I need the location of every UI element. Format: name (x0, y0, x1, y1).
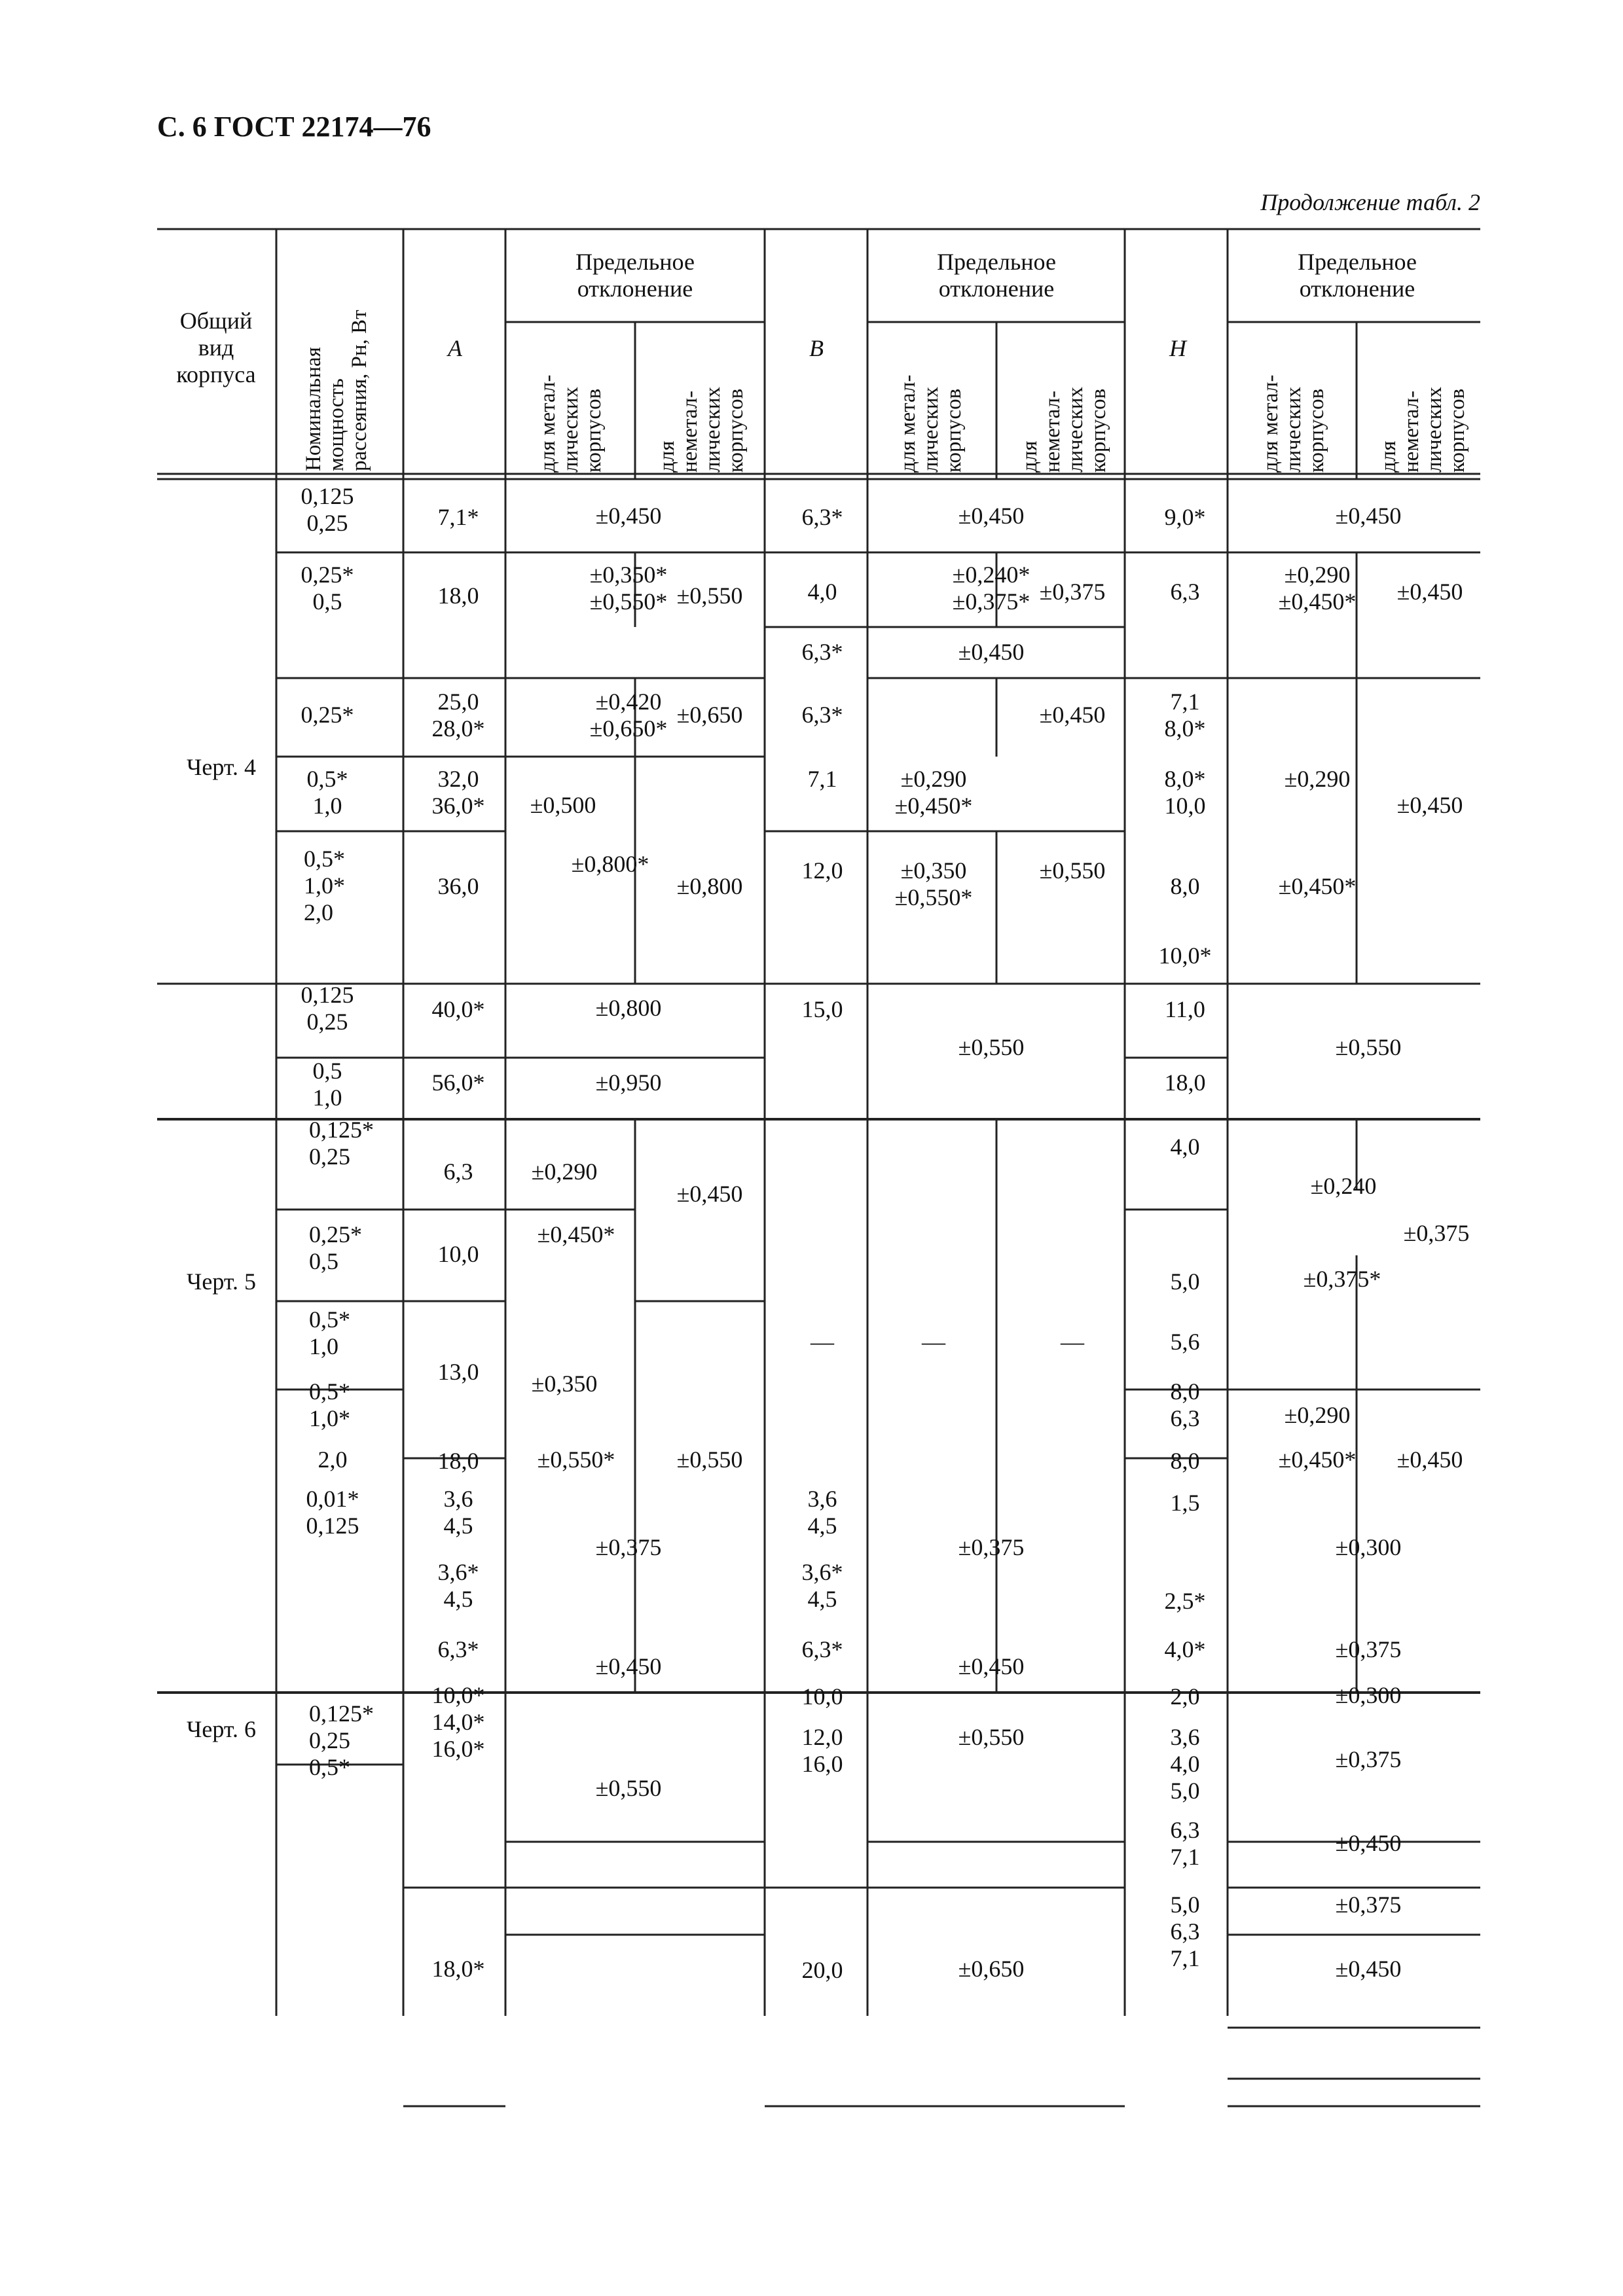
table-cell: ±0,290 (1284, 766, 1351, 792)
table-cell: — (811, 1329, 834, 1355)
table-cell: 0,5* 1,0* (309, 1378, 350, 1431)
table-cell: ±0,450 (1335, 1830, 1402, 1856)
table-cell: 32,0 36,0* (431, 766, 485, 819)
table-cell: ±0,375 (1335, 1746, 1402, 1772)
table-cell: ±0,450 (676, 1181, 743, 1207)
table-cell: ±0,800 (595, 995, 662, 1021)
table-cell: 0,125 0,25 (301, 483, 354, 536)
table-cell: 8,0 6,3 (1170, 1378, 1200, 1431)
table-cell: ±0,800 (676, 873, 743, 899)
table-cell: ±0,350* ±0,550* (589, 562, 668, 615)
table-cell: ±0,800* (571, 851, 649, 877)
table-cell: 0,5* 1,0 (309, 1306, 350, 1359)
group-label: Черт. 5 (187, 1268, 256, 1295)
table-cell: ±0,300 (1335, 1682, 1402, 1708)
table-cell: 6,3* (801, 1636, 843, 1662)
table-cell: 13,0 (437, 1359, 479, 1385)
table-cell: ±0,550* (537, 1446, 615, 1473)
table-header-metal-b: для метал- лических корпусов (896, 374, 966, 473)
table-cell: 4,0 (1170, 1134, 1200, 1160)
table-cell: ±0,240 (1310, 1173, 1377, 1199)
table-cell: 20,0 (801, 1957, 843, 1983)
table-cell: — (922, 1329, 945, 1355)
table-header-nonmetal-a: для неметал- лических корпусов (655, 386, 748, 473)
table-cell: 5,6 (1170, 1329, 1200, 1355)
table-header-deviation-b: Предельное отклонение (937, 249, 1056, 302)
table-cell: 4,0* (1164, 1636, 1206, 1662)
table-header-deviation-a: Предельное отклонение (575, 249, 695, 302)
table-cell: 0,01* 0,125 (306, 1486, 359, 1539)
table-cell: ±0,950 (595, 1069, 662, 1096)
table-cell: 8,0* 10,0 (1164, 766, 1206, 819)
group-label: Черт. 6 (187, 1716, 256, 1742)
table-cell: ±0,375* (1303, 1266, 1381, 1292)
table-cell: ±0,375 (1403, 1220, 1470, 1246)
table-cell: ±0,450* (1278, 873, 1357, 899)
table-header-a: A (448, 335, 462, 361)
table-cell: 15,0 (801, 996, 843, 1022)
table-cell: ±0,375 (1335, 1892, 1402, 1918)
table-cell: 2,0 (1170, 1683, 1200, 1710)
table-cell: 9,0* (1164, 504, 1206, 530)
table-cell: 3,6* 4,5 (801, 1559, 843, 1612)
page-header: С. 6 ГОСТ 22174—76 (157, 111, 431, 143)
table-cell: 1,5 (1170, 1490, 1200, 1516)
table-cell: ±0,350 ±0,550* (894, 857, 973, 910)
table-cell: 3,6* 4,5 (437, 1559, 479, 1612)
table-cell: 6,3* (437, 1636, 479, 1662)
table-cell: 0,5* 1,0* 2,0 (304, 846, 345, 925)
table-cell: 18,0 (437, 1448, 479, 1474)
table-cell: ±0,450 (1039, 702, 1106, 728)
table-cell: ±0,350 (531, 1371, 598, 1397)
table-cell: ±0,550 (1335, 1034, 1402, 1060)
table-cell: 0,125 0,25 (301, 982, 354, 1035)
table-cell: ±0,290 (531, 1158, 598, 1185)
table-cell: ±0,550 (595, 1775, 662, 1801)
table-cell: ±0,375 (958, 1534, 1025, 1560)
table-cell: 12,0 16,0 (801, 1724, 843, 1777)
table-cell: 56,0* (431, 1069, 485, 1096)
table-cell: ±0,290 ±0,450* (1278, 562, 1357, 615)
table-cell: ±0,450 (1396, 1446, 1463, 1473)
table-cell: ±0,375 (595, 1534, 662, 1560)
table-header-b: B (809, 335, 824, 361)
table-cell: 3,6 4,0 5,0 (1170, 1724, 1200, 1804)
table-cell: ±0,300 (1335, 1534, 1402, 1560)
table-header-body-type: Общий вид корпуса (176, 308, 256, 387)
table-continuation-label: Продолжение табл. 2 (1260, 189, 1480, 215)
table-header-nonmetal-h: для неметал- лических корпусов (1377, 386, 1469, 473)
table-cell: ±0,450* (1278, 1446, 1357, 1473)
table-cell: ±0,550 (958, 1034, 1025, 1060)
table-cell: ±0,375 (1335, 1636, 1402, 1662)
table-cell: 0,125* 0,25 (309, 1117, 374, 1170)
table-cell: 6,3* (801, 639, 843, 665)
table-cell: ±0,240* ±0,375* (952, 562, 1030, 615)
table-cell: 25,0 28,0* (431, 689, 485, 742)
table-cell: ±0,550 (676, 1446, 743, 1473)
table-cell: 12,0 (801, 857, 843, 884)
table-cell: 6,3* (801, 504, 843, 530)
table-cell: 3,6 4,5 (443, 1486, 473, 1539)
table-cell: ±0,290 (1284, 1402, 1351, 1428)
table-header-power: Номинальная мощность рассеяния, Pн, Вт (302, 310, 371, 471)
table-cell: 18,0 (437, 583, 479, 609)
table-cell: 10,0 (801, 1683, 843, 1710)
table-cell: 0,5* 1,0 (306, 766, 348, 819)
table-cell: ±0,650 (676, 702, 743, 728)
table-cell: 6,3* (801, 702, 843, 728)
table-cell: ±0,375 (1039, 579, 1106, 605)
table-header-deviation-h: Предельное отклонение (1298, 249, 1417, 302)
table-cell: 18,0 (1164, 1069, 1206, 1096)
table-cell: 11,0 (1165, 996, 1205, 1022)
table-cell: 40,0* (431, 996, 485, 1022)
table-cell: ±0,450 (1335, 1956, 1402, 1982)
table-cell: ±0,450 (958, 503, 1025, 529)
table-cell: ±0,550 (958, 1724, 1025, 1750)
table-cell: ±0,450 (595, 1653, 662, 1679)
table-cell: 0,25* 0,5 (301, 562, 354, 615)
table-header-h: H (1169, 335, 1186, 361)
table-cell: 10,0* 14,0* 16,0* (431, 1682, 485, 1762)
table-cell: 2,5* (1164, 1588, 1206, 1614)
table-cell: 36,0 (437, 873, 479, 899)
table-header-metal-h: для метал- лических корпусов (1259, 374, 1328, 473)
table-cell: ±0,650 (958, 1956, 1025, 1982)
table-cell: ±0,450 (958, 639, 1025, 665)
table-cell: 6,3 (443, 1158, 473, 1185)
table-cell: 8,0 (1170, 1448, 1200, 1474)
table-cell: 4,0 (807, 579, 837, 605)
table-cell: — (1061, 1329, 1084, 1355)
table-header-nonmetal-b: для неметал- лических корпусов (1018, 386, 1110, 473)
table-cell: ±0,450 (1396, 792, 1463, 818)
table-cell: 7,1* (437, 504, 479, 530)
table-cell: ±0,450 (958, 1653, 1025, 1679)
table-cell: 7,1 (807, 766, 837, 792)
table-cell: ±0,450 (1335, 503, 1402, 529)
table-cell: 0,25* 0,5 (309, 1221, 362, 1274)
table-cell: ±0,550 (676, 583, 743, 609)
table-cell: ±0,450 (1396, 579, 1463, 605)
table-cell: 5,0 (1170, 1268, 1200, 1295)
table-cell: 0,25* (301, 702, 354, 728)
table-cell: ±0,420 ±0,650* (589, 689, 668, 742)
table-cell: ±0,550 (1039, 857, 1106, 884)
table-cell: 3,6 4,5 (807, 1486, 837, 1539)
table-cell: 18,0* (431, 1956, 485, 1982)
table-cell: 0,125* 0,25 0,5* (309, 1700, 374, 1780)
table-header-metal-a: для метал- лических корпусов (536, 374, 606, 473)
table-cell: 6,3 (1170, 579, 1200, 605)
table-cell: 5,0 6,3 7,1 (1170, 1892, 1200, 1971)
table-cell: 6,3 7,1 (1170, 1817, 1200, 1870)
table-cell: ±0,450 (595, 503, 662, 529)
table-cell: 10,0 (437, 1241, 479, 1267)
table-cell: 10,0* (1158, 942, 1212, 969)
table-cell: 8,0 (1170, 873, 1200, 899)
table-cell: 2,0 (318, 1446, 348, 1473)
table-cell: 0,5 1,0 (312, 1058, 342, 1111)
table-cell: ±0,290 ±0,450* (894, 766, 973, 819)
group-label: Черт. 4 (187, 754, 256, 780)
table-cell: ±0,450* (537, 1221, 615, 1247)
table-cell: 7,1 8,0* (1164, 689, 1206, 742)
table-cell: ±0,500 (530, 792, 596, 818)
